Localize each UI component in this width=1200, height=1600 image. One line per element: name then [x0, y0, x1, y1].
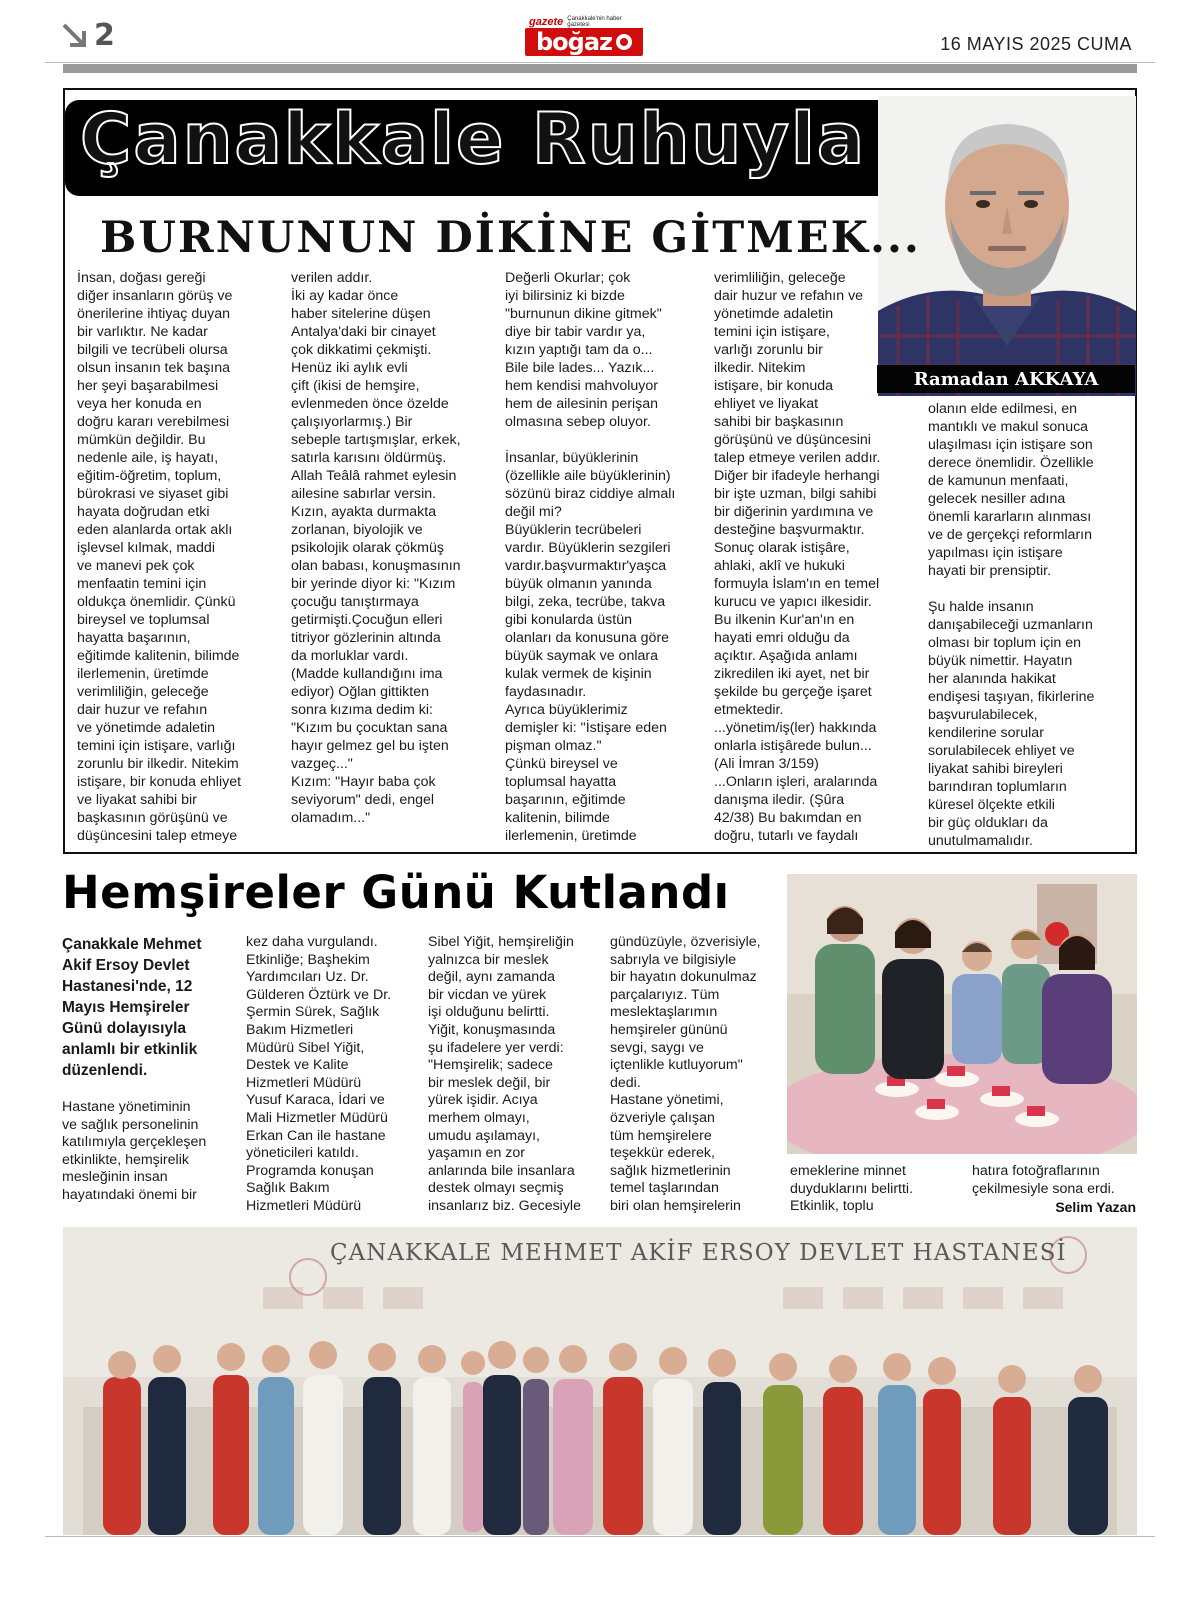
nurses-group-photo	[787, 874, 1137, 1154]
column-section-title: Çanakkale Ruhuyla	[80, 98, 867, 180]
footer-divider	[45, 1536, 1155, 1537]
column-text-4: verimliliğin, geleceğe dair huzur ve refahın ve yönetimde adaletin temini için istişare, varlığı zorunlu bir ilkedir. Nitekim istişare, bir konuda ehliyet ve liyakat sahibi bir başkasının görüşünü ve düşüncesini talep etmeye verilen addır. Diğer bir ifadeyle herhangi bir işte uzman, bilgi sahibi bir diğerinin yardımına ve desteğine başvurmaktır. Sonuç olarak istişâre, ahlaki, aklî ve hukuki formuyla İslam'ın en temel kurucu ve yapıcı ilkesidir. Bu ilkenin Kur'an'ın en hayati emri olduğu da açıktır. Aşağıda anlamı zikredilen iki ayet, net bir şekilde bu gerçeğe işaret etmektedir. ...yönetim/iş(ler) hakkında onlarla istişârede bulun... (Ali İmran 3/159) ...Onların işleri, aralarında danışma iledir. (Şûra 42/38) Bu bakımdan en doğru, tutarlı ve faydalı	[714, 270, 881, 844]
logo-text: boğaz	[535, 28, 612, 56]
logo-badge-icon	[616, 34, 632, 50]
news-text-3: Sibel Yiğit, hemşireliğin yalnızca bir meslek değil, aynı zamanda bir vicdan ve yürek işi olduğunu belirtti. Yiğit, konuşmasında şu ifadelere yer verdi: "Hemşirelik; sadece bir meslek değil, bir yürek işidir. Acıya merhem olmayı, umudu aşılamayı, yaşamın en zor anlarında bile insanlara destek olmayı seçmiş insanlarız biz. Gecesiyle	[428, 934, 581, 1214]
news-text-5: emeklerine minnet duyduklarını belirtti. Etkinlik, toplu	[790, 1163, 914, 1215]
issue-date: 16 MAYIS 2025 CUMA	[940, 34, 1132, 54]
news-headline: Hemşireler Günü Kutlandı	[62, 866, 730, 919]
news-text-6: hatıra fotoğraflarının çekilmesiyle sona erdi.	[972, 1163, 1115, 1197]
news-text-1: Hastane yönetiminin ve sağlık personelinin katılımıyla gerçekleşen etkinlikte, hemşirelik mesleğinin insan hayatındaki önemi bir	[62, 1099, 207, 1203]
column-text-5: olanın elde edilmesi, en mantıklı ve makul sonuca ulaşılması için istişare son derece önemlidir. Özellikle de kamunun menfaati, gelecek nesiller adına önemli kararların alınması ve de gerçekçi reformların yapılması için istişare hayati bir prensiptir. Şu halde insanın danışabileceği uzmanların olması bir toplum için en büyük nimettir. Hayatın her alanında hakikat endişesi taşıyan, fikirlerine başvurulabilecek, kendilerine sorular sorulabilecek ehliyet ve liyakat sahibi bireyleri barındıran toplumların küresel ölçekte etkili bir güç oldukları da unutulmamalıdır.	[928, 401, 1095, 849]
page-number-block	[60, 18, 115, 53]
logo-slogan: Çanakkale'nin haber gazetesi	[567, 16, 643, 29]
news-text-4: gündüzüyle, özverisiyle, sabrıyla ve bilgisiyle bir hayatın dokunulmaz parçalarıyız. Tüm meslektaşlarımın hemşireler gününü sevgi, saygı ve içtenlikle kutluyorum" dedi. Hastane yönetimi, özveriyle çalışan tüm hemşirelere teşekkür ederek, sağlık hizmetlerinin temel taşlarından biri olan hemşirelerin	[610, 934, 761, 1214]
page-number: 2	[94, 18, 115, 53]
arrow-down-right-icon	[60, 21, 90, 51]
column-headline: BURNUNUN DİKİNE GİTMEK...	[100, 213, 921, 263]
header-divider	[63, 64, 1137, 73]
hospital-sign-text: ÇANAKKALE MEHMET AKİF ERSOY DEVLET HASTANESİ	[330, 1240, 1067, 1266]
column-text-1: İnsan, doğası gereği diğer insanların görüş ve önerilerine ihtiyaç duyan bir varlıktır. Ne kadar bilgili ve tecrübeli olursa olsun insanın tek başına her şeyi başarabilmesi veya her konuda en doğru kararı verebilmesi mümkün değildir. Bu nedenle aile, iş hayatı, eğitim-öğretim, toplum, bürokrasi ve siyaset gibi hayata doğrudan etki eden alanlarda ortak aklı işlevsel kılmak, maddi ve manevi pek çok menfaatin temini için oldukça önemlidir. Çünkü bireysel ve toplumsal hayatta başarının, eğitimde kalitenin, bilimde ilerlemenin, üretimde verimliliğin, geleceğe dair huzur ve refahın ve yönetimde adaletin temini için istişare, varlığı zorunlu bir ilkedir. Nitekim istişare, bir konuda ehliyet ve liyakat sahibi bir başkasının görüşünü ve düşüncesini talep etmeye	[77, 270, 242, 844]
author-name: Ramadan AKKAYA	[877, 365, 1135, 393]
column-text-2: verilen addır. İki ay kadar önce haber sitelerine düşen Antalya'daki bir cinayet çok dikkatimi çekmişti. Henüz iki aylık evli çift (ikisi de hemşire, evlenmeden önce özelde çalışıyorlarmış.) Bir sebeple tartışmışlar, erkek, satırla karısını öldürmüş. Allah Teâlâ rahmet eylesin ailesine sabırlar versin. Kızın, ayakta durmakta zorlanan, biyolojik ve psikolojik olarak çökmüş olan babası, konuşmasının bir yerinde diyor ki: "Kızım çocuğu tanıştırmaya getirmişti.Çocuğun elleri titriyor gözlerinin altında da morluklar vardı. (Madde kullandığını ima ediyor) Oğlan gittikten sonra kızıma dedim ki: "Kızım bu çocuktan sana hayır gelmez gel bu işten vazgeç..." Kızım: "Hayır baba çok seviyorum" dedi, engel olamadım..."	[291, 270, 461, 826]
header-divider-thin	[45, 62, 1155, 63]
news-text-2: kez daha vurgulandı. Etkinliğe; Başhekim Yardımcıları Uz. Dr. Gülderen Öztürk ve Dr. Şermin Sürek, Sağlık Bakım Hizmetleri Müdürü Sibel Yiğit, Destek ve Kalite Hizmetleri Müdürü Yusuf Karaca, İdari ve Mali Hizmetler Müdürü Erkan Can ile hastane yöneticileri katıldı. Programda konuşan Sağlık Bakım Hizmetleri Müdürü	[246, 934, 392, 1214]
logo-gazete: gazete	[529, 16, 564, 28]
column-text-3: Değerli Okurlar; çok iyi bilirsiniz ki bizde "burnunun dikine gitmek" diye bir tabir vardır ya, kızın yaptığı tam da o... Bile bile lades... Yazık... hem kendisi mahvoluyor hem de ailesinin perişan olmasına sebep oluyor. İnsanlar, büyüklerinin (özellikle aile büyüklerinin) sözünü biraz ciddiye almalı değil mi? Büyüklerin tecrübeleri vardır. Büyüklerin sezgileri vardır.başvurmaktır'yaşca büyük olmanın yanında bilgi, zeka, tecrübe, takva gibi konularda üstün olanları da konusuna göre büyük saymak ve onlara kulak vermek de kişinin faydasınadır. Ayrıca büyüklerimiz demişler ki: "İstişare eden pişman olmaz." Çünkü bireysel ve toplumsal hayatta başarının, eğitimde kalitenin, bilimde ilerlemenin, üretimde	[505, 270, 676, 844]
hospital-staff-photo	[63, 1227, 1137, 1535]
logo-wordmark	[525, 28, 643, 56]
news-lead: Çanakkale Mehmet Akif Ersoy Devlet Hastanesi'nde, 12 Mayıs Hemşireler Günü dolayısıyla anlamlı bir etkinlik düzenlendi.	[62, 936, 202, 1079]
news-byline: Selim Yazan	[1055, 1199, 1136, 1215]
newspaper-logo	[525, 16, 643, 58]
